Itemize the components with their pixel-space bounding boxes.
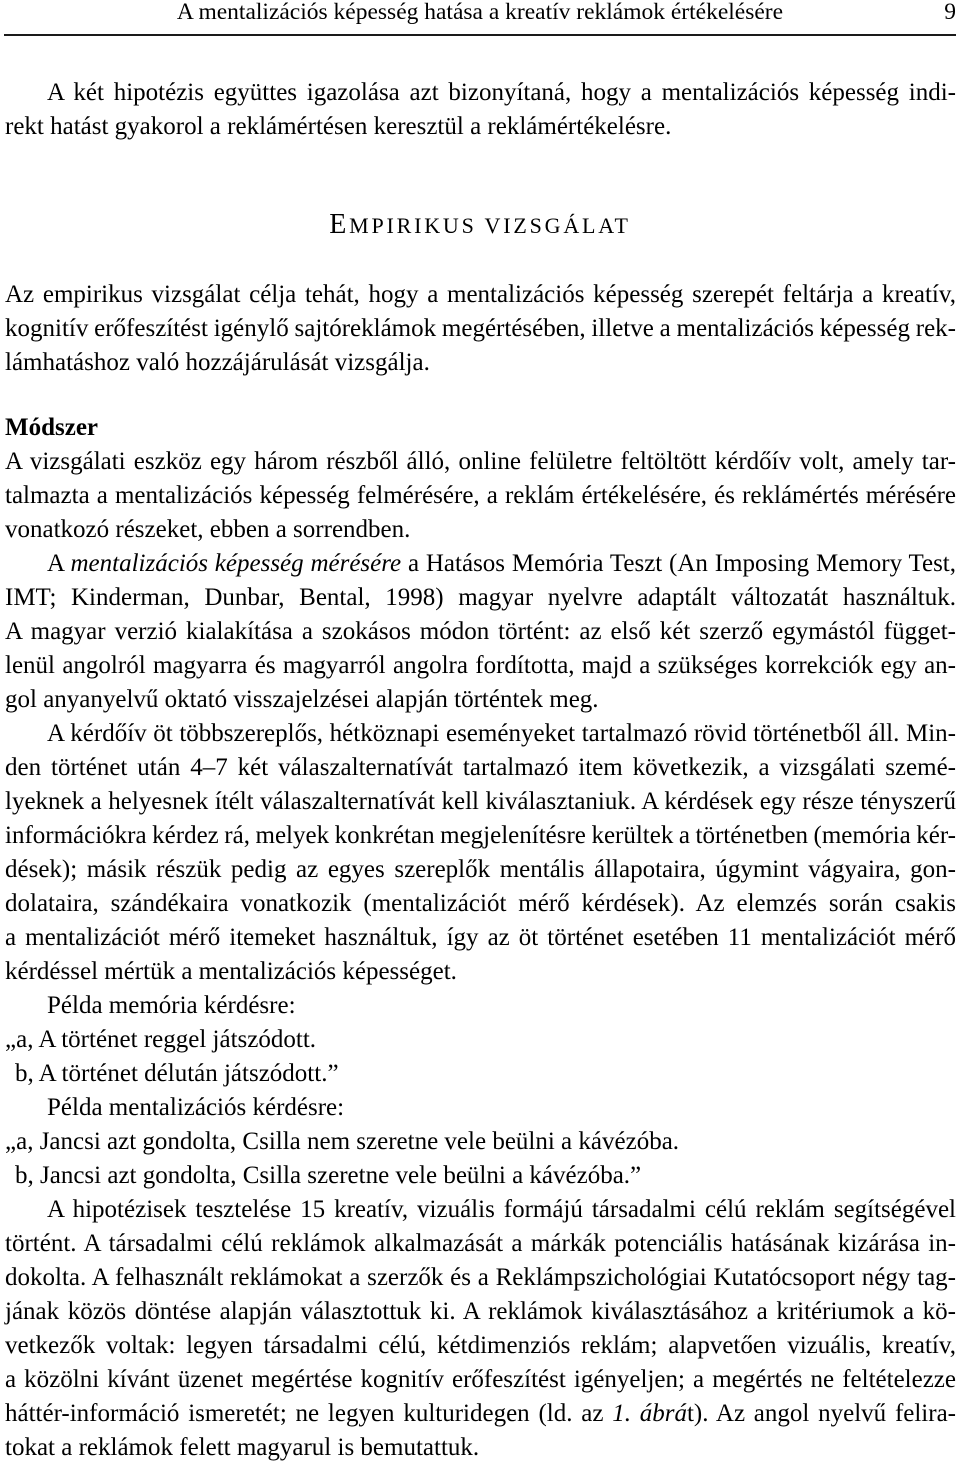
- line-text: lámhatáshoz való hozzájárulását vizsgálja.: [5, 349, 430, 376]
- text-line: [5, 1227, 956, 1261]
- mentalizing-question-example: [5, 1091, 956, 1193]
- line-text: den történet után 4–7 két válaszalternatívát tartalmazó item következik, a vizsgálati szemé-: [5, 754, 956, 781]
- text-line: [5, 853, 956, 887]
- example-option-a: [5, 1125, 956, 1159]
- line-text: információkra kérdez rá, melyek konkrétan megjelenítésre kerültek a történetben (memória kér-: [5, 822, 956, 849]
- line-text: jának közös döntése alapján választottuk ki. A reklámok kiválasztásához a kritériumok a kö-: [5, 1298, 956, 1325]
- line-text: talmazta a mentalizációs képesség felmérésére, a reklám értékelésére, és reklámértés mérésére: [5, 482, 956, 509]
- text-line: [5, 278, 956, 312]
- paragraph-measure: [5, 547, 956, 717]
- text-line: [5, 955, 956, 989]
- page-number: 9: [944, 0, 956, 25]
- text-line: [5, 1397, 956, 1431]
- line-text: „a, Jancsi azt gondolta, Csilla nem szeretne vele beülni a kávézóba.: [5, 1128, 680, 1155]
- text-line: [5, 717, 956, 751]
- text-line: [5, 649, 956, 683]
- example-option-b: [5, 1159, 956, 1193]
- text-line: [5, 1261, 956, 1295]
- text-line: [5, 683, 956, 717]
- text-segment: háttér-információ ismeretét; ne legyen kulturidegen (ld. az: [5, 1400, 613, 1427]
- text-line: [5, 581, 956, 615]
- section-heading: EMPIRIKUS VIZSGÁLAT: [329, 209, 631, 240]
- line-text: vetkezők voltak: legyen társadalmi célú, kétdimenziós reklám; alapvetően vizuális, kreatív,: [5, 1332, 956, 1359]
- text-line: [5, 513, 956, 547]
- line-text: A vizsgálati eszköz egy három részből álló, online felületre feltöltött kérdőív volt, amely tar-: [5, 448, 956, 475]
- text-segment: A: [47, 550, 71, 577]
- paragraph-questionnaire: [5, 717, 956, 989]
- text-line: [5, 479, 956, 513]
- line-text: IMT; Kinderman, Dunbar, Bental, 1998) magyar nyelvre adaptált változatát használtuk.: [5, 584, 956, 611]
- text-line: [5, 785, 956, 819]
- line-text: b, Jancsi azt gondolta, Csilla szeretne vele beülni a kávézóba.”: [15, 1162, 642, 1189]
- paragraph: [5, 278, 956, 380]
- line-text: Példa memória kérdésre:: [47, 992, 296, 1019]
- text-line: [5, 445, 956, 479]
- line-text: Az empirikus vizsgálat célja tehát, hogy a mentalizációs képesség szerepét feltárja a kreatív,: [5, 281, 956, 308]
- running-title: A mentalizációs képesség hatása a kreatív reklámok értékelésére: [176, 0, 784, 25]
- line-text: b, A történet délután játszódott.”: [15, 1060, 339, 1087]
- text-segment: a Hatásos Memória Teszt (An Imposing Memory Test,: [401, 550, 956, 577]
- text-line: [5, 1431, 956, 1465]
- example-option-b: [5, 1057, 956, 1091]
- line-text: tokat a reklámok felett magyarul is bemutattuk.: [5, 1434, 480, 1461]
- subsection-heading: Módszer: [5, 414, 99, 441]
- line-text: dokolta. A felhasznált reklámokat a szerzők és a Reklámpszichológiai Kutatócsoport négy tag-: [5, 1264, 956, 1291]
- line-text: kérdéssel mértük a mentalizációs képességet.: [5, 958, 457, 985]
- text-line: [5, 921, 956, 955]
- paragraph-stimuli: [5, 1193, 956, 1465]
- line-text: A hipotézisek tesztelése 15 kreatív, vizuális formájú társadalmi célú reklám segítségével: [47, 1196, 956, 1223]
- header-rule: [4, 34, 956, 36]
- line-text: A két hipotézis együttes igazolása azt bizonyítaná, hogy a mentalizációs képesség indi-: [47, 79, 956, 106]
- example-label: [5, 1091, 956, 1125]
- line-text: a közölni kívánt üzenet megértése kognitív erőfeszítést igényeljen; a megértés ne feltételezze: [5, 1366, 956, 1393]
- line-text: lenül angolról magyarra és magyarról angolra fordította, majd a szükséges korrekciók egy an-: [5, 652, 956, 679]
- line-text: vonatkozó részeket, ebben a sorrendben.: [5, 516, 411, 543]
- example-option-a: [5, 1023, 956, 1057]
- line-text: gol anyanyelvű oktató visszajelzései alapján történtek meg.: [5, 686, 599, 713]
- line-text: [47, 550, 956, 577]
- line-text: A magyar verzió kialakítása a szokásos módon történt: az első két szerző egymástól függet-: [5, 618, 956, 645]
- line-text: dések); másik részük pedig az egyes szereplők mentális állapotaira, úgymint vágyaira, gon-: [5, 856, 956, 883]
- text-line: [5, 547, 956, 581]
- text-segment: t). Az angol nyelvű felira-: [686, 1400, 956, 1427]
- text-line: [5, 76, 956, 110]
- example-label: [5, 989, 956, 1023]
- text-line: [5, 346, 956, 380]
- paragraph-instrument: [5, 445, 956, 547]
- line-text: [5, 1400, 956, 1427]
- line-text: „a, A történet reggel játszódott.: [5, 1026, 317, 1053]
- line-text: kognitív erőfeszítést igénylő sajtóreklámok megértésében, illetve a mentalizációs képesség rek-: [5, 315, 956, 342]
- text-line: [5, 1329, 956, 1363]
- method-section: [5, 411, 956, 1465]
- line-text: rekt hatást gyakorol a reklámértésen keresztül a reklámértékelésre.: [5, 113, 672, 140]
- line-text: A kérdőív öt többszereplős, hétköznapi eseményeket tartalmazó rövid történetből áll. Min-: [47, 720, 956, 747]
- text-line: [5, 819, 956, 853]
- italic-term: mentalizációs képesség mérésére: [70, 550, 402, 577]
- line-text: történt. A társadalmi célú reklámok alkalmazását a márkák potenciális hatásának kizárása in-: [5, 1230, 956, 1257]
- paragraph: [5, 76, 956, 144]
- text-line: [5, 1295, 956, 1329]
- italic-term: 1. ábrá: [612, 1400, 687, 1427]
- text-line: [5, 887, 956, 921]
- line-text: lyeknek a helyesnek ítélt válaszalternatívát kell kiválasztaniuk. A kérdések egy része tényszerű: [5, 788, 956, 815]
- text-line: [5, 110, 956, 144]
- memory-question-example: [5, 989, 956, 1091]
- text-line: [5, 615, 956, 649]
- line-text: Példa mentalizációs kérdésre:: [47, 1094, 345, 1121]
- text-line: [5, 751, 956, 785]
- line-text: dolataira, szándékaira vonatkozik (mentalizációt mérő kérdések). Az elemzés során csakis: [5, 890, 956, 917]
- text-line: [5, 312, 956, 346]
- line-text: a mentalizációt mérő itemeket használtuk, így az öt történet esetében 11 mentalizációt mérő: [5, 924, 956, 951]
- text-line: [5, 1363, 956, 1397]
- text-line: [5, 1193, 956, 1227]
